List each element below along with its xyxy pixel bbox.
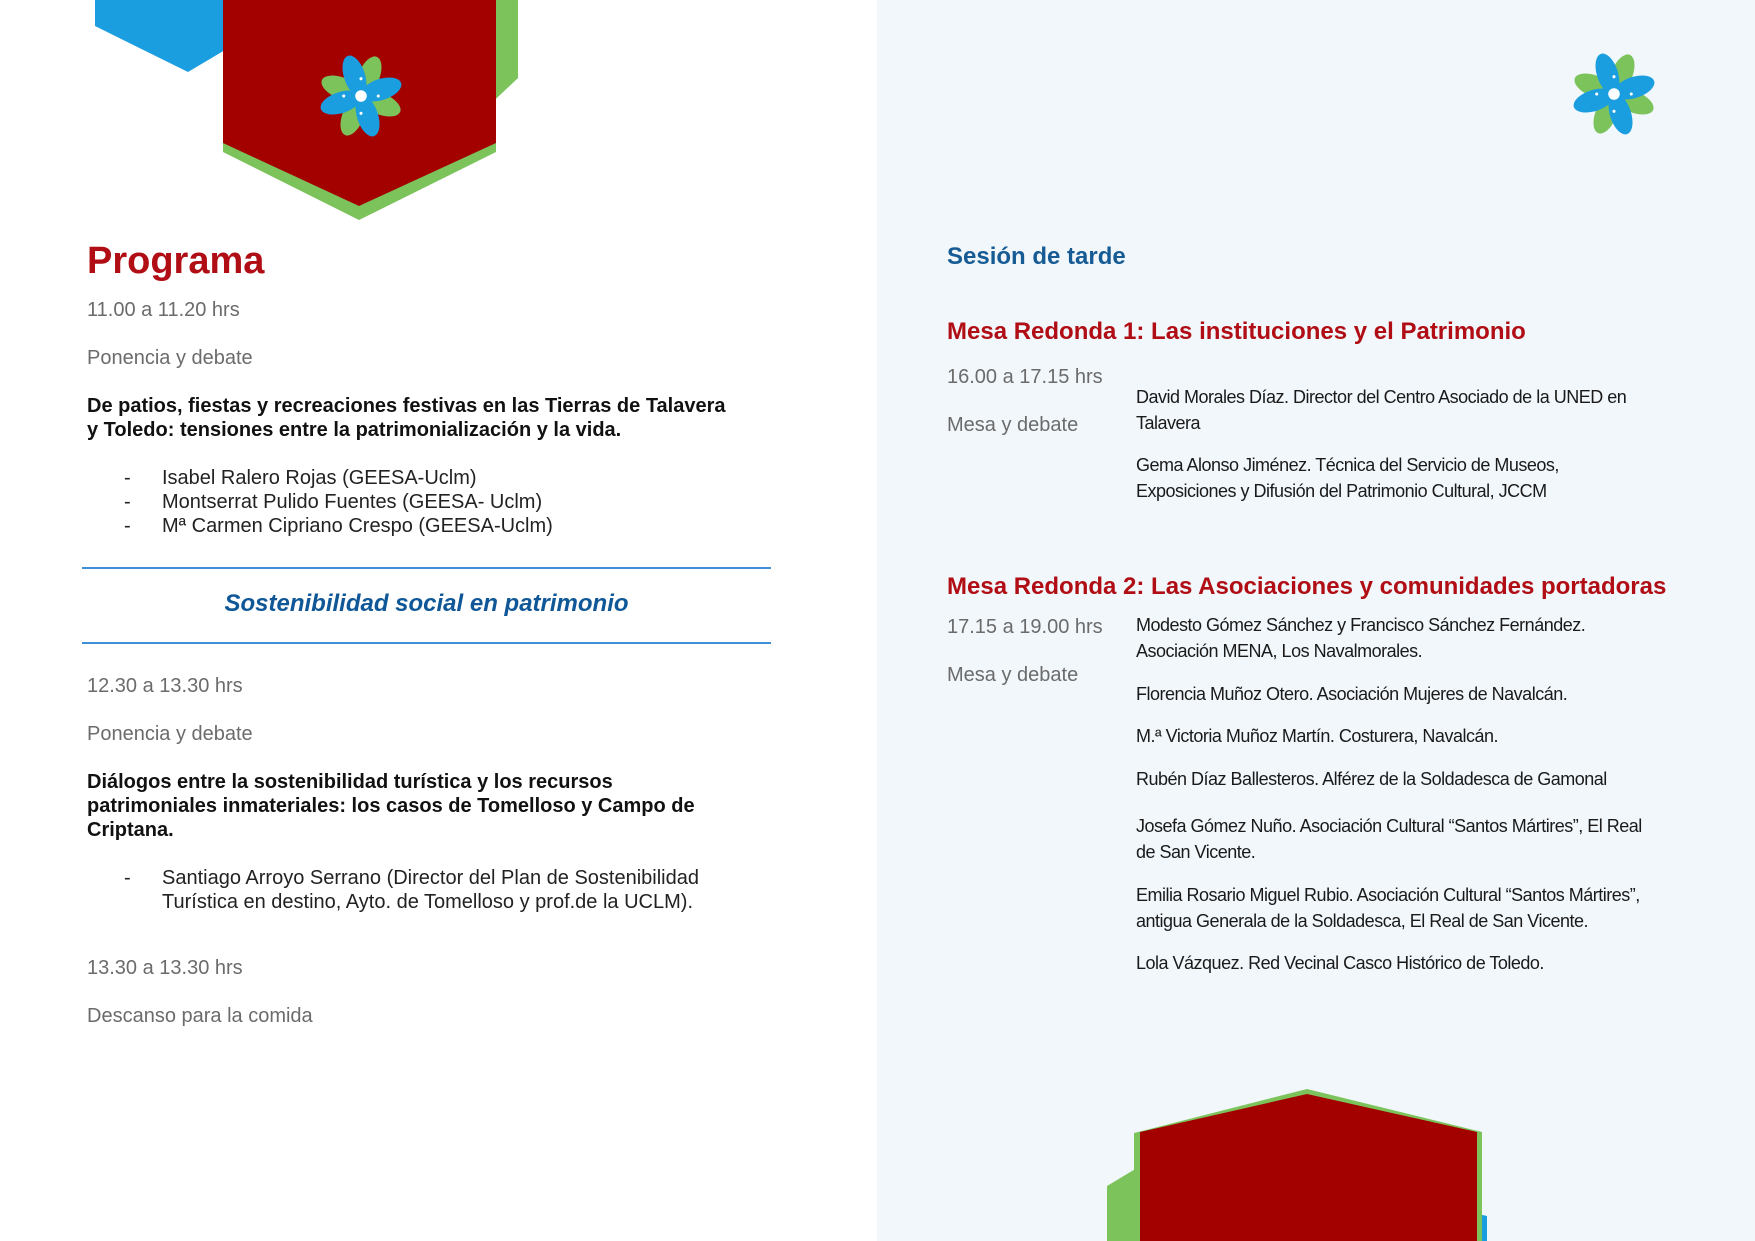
- speaker-item: - Santiago Arroyo Serrano (Director del Plan de Sostenibilidad Turística en destino, Ayto. de Tomelloso y prof.de la UCLM).: [124, 867, 699, 913]
- mesa2-participant: Emilia Rosario Miguel Rubio. Asociación Cultural “Santos Mártires”, antigua Generala de la Soldadesca, El Real de San Vicente.: [1136, 885, 1640, 931]
- right-page: [877, 0, 1755, 1241]
- bottom-banner-decoration: [1107, 1085, 1537, 1241]
- block1-speakers: [87, 466, 787, 538]
- divider-bottom: [82, 642, 771, 644]
- speaker-item: - Isabel Ralero Rojas (GEESA-Uclm): [124, 467, 477, 489]
- block1-title-line: y Toledo: tensiones entre la patrimonialización y la vida.: [87, 419, 622, 441]
- mesa2-type: Mesa y debate: [947, 664, 1079, 686]
- session-title: Sesión de tarde: [947, 243, 1126, 270]
- block2-title-line: Diálogos entre la sostenibilidad turística y los recursos: [87, 771, 613, 793]
- divider-top: [82, 567, 771, 569]
- mesa2-participant: Modesto Gómez Sánchez y Francisco Sánchez Fernández. Asociación MENA, Los Navalmorales.: [1136, 615, 1586, 661]
- block3-type: Descanso para la comida: [87, 1005, 313, 1027]
- block2-time: 12.30 a 13.30 hrs: [87, 675, 243, 697]
- mesa1-participant: David Morales Díaz. Director del Centro Asociado de la UNED en Talavera: [1136, 387, 1627, 433]
- block2-title-line: Criptana.: [87, 819, 174, 841]
- flower-logo-icon: [313, 48, 409, 144]
- speaker-item: - Mª Carmen Cipriano Crespo (GEESA-Uclm): [124, 515, 553, 537]
- block3-time: 13.30 a 13.30 hrs: [87, 957, 243, 979]
- block1-talk-title: [87, 394, 807, 442]
- section-heading: Sostenibilidad social en patrimonio: [224, 590, 629, 617]
- block2-title-line: patrimoniales inmateriales: los casos de Tomelloso y Campo de: [87, 795, 695, 817]
- top-banner-decoration: [0, 0, 560, 220]
- mesa2-participant: Josefa Gómez Nuño. Asociación Cultural “Santos Mártires”, El Real de San Vicente.: [1136, 816, 1642, 862]
- mesa1-title: Mesa Redonda 1: Las instituciones y el Patrimonio: [947, 318, 1526, 345]
- flower-logo-icon: [1566, 46, 1662, 142]
- mesa2-participant: Lola Vázquez. Red Vecinal Casco Histórico de Toledo.: [1136, 953, 1544, 973]
- mesa2-title: Mesa Redonda 2: Las Asociaciones y comunidades portadoras: [947, 573, 1667, 600]
- block1-time: 11.00 a 11.20 hrs: [87, 299, 240, 321]
- block2-speakers: [87, 866, 807, 914]
- mesa2-participant: M.ª Victoria Muñoz Martín. Costurera, Navalcán.: [1136, 726, 1498, 746]
- block1-title-line: De patios, fiestas y recreaciones festivas en las Tierras de Talavera: [87, 395, 726, 417]
- mesa1-time: 16.00 a 17.15 hrs: [947, 366, 1103, 388]
- block1-type: Ponencia y debate: [87, 347, 253, 369]
- block2-talk-title: [87, 770, 807, 842]
- block2-type: Ponencia y debate: [87, 723, 253, 745]
- mesa1-participant: Gema Alonso Jiménez. Técnica del Servicio de Museos, Exposiciones y Difusión del Patrimonio Cultural, JCCM: [1136, 455, 1559, 501]
- mesa2-time: 17.15 a 19.00 hrs: [947, 616, 1103, 638]
- left-page: [0, 0, 877, 1241]
- page-title: Programa: [87, 240, 265, 282]
- speaker-item: - Montserrat Pulido Fuentes (GEESA- Uclm): [124, 491, 543, 513]
- mesa1-type: Mesa y debate: [947, 414, 1079, 436]
- mesa2-participant: Rubén Díaz Ballesteros. Alférez de la Soldadesca de Gamonal: [1136, 769, 1607, 789]
- mesa2-participant: Florencia Muñoz Otero. Asociación Mujeres de Navalcán.: [1136, 684, 1568, 704]
